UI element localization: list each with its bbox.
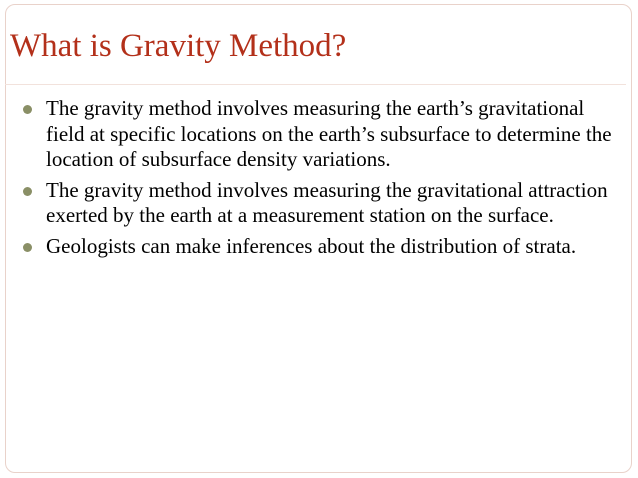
title-divider xyxy=(5,84,626,85)
bullet-dot-icon xyxy=(23,243,32,252)
bullet-item xyxy=(20,96,620,173)
bullet-dot-icon xyxy=(23,105,32,114)
bullet-text: Geologists can make inferences about the distribution of strata. xyxy=(46,233,577,258)
bullet-item xyxy=(20,234,620,260)
bullet-dot-icon xyxy=(23,187,32,196)
bullet-text: The gravity method involves measuring the gravitational attraction exerted by the earth at a measurement station on the surface. xyxy=(46,177,608,227)
bullet-text: The gravity method involves measuring the earth’s gravitational field at specific locations on the earth’s subsurface to determine the location of subsurface density variations. xyxy=(46,96,612,171)
slide-title: What is Gravity Method? xyxy=(10,28,347,64)
bullet-list xyxy=(20,96,620,264)
bullet-item xyxy=(20,178,620,229)
